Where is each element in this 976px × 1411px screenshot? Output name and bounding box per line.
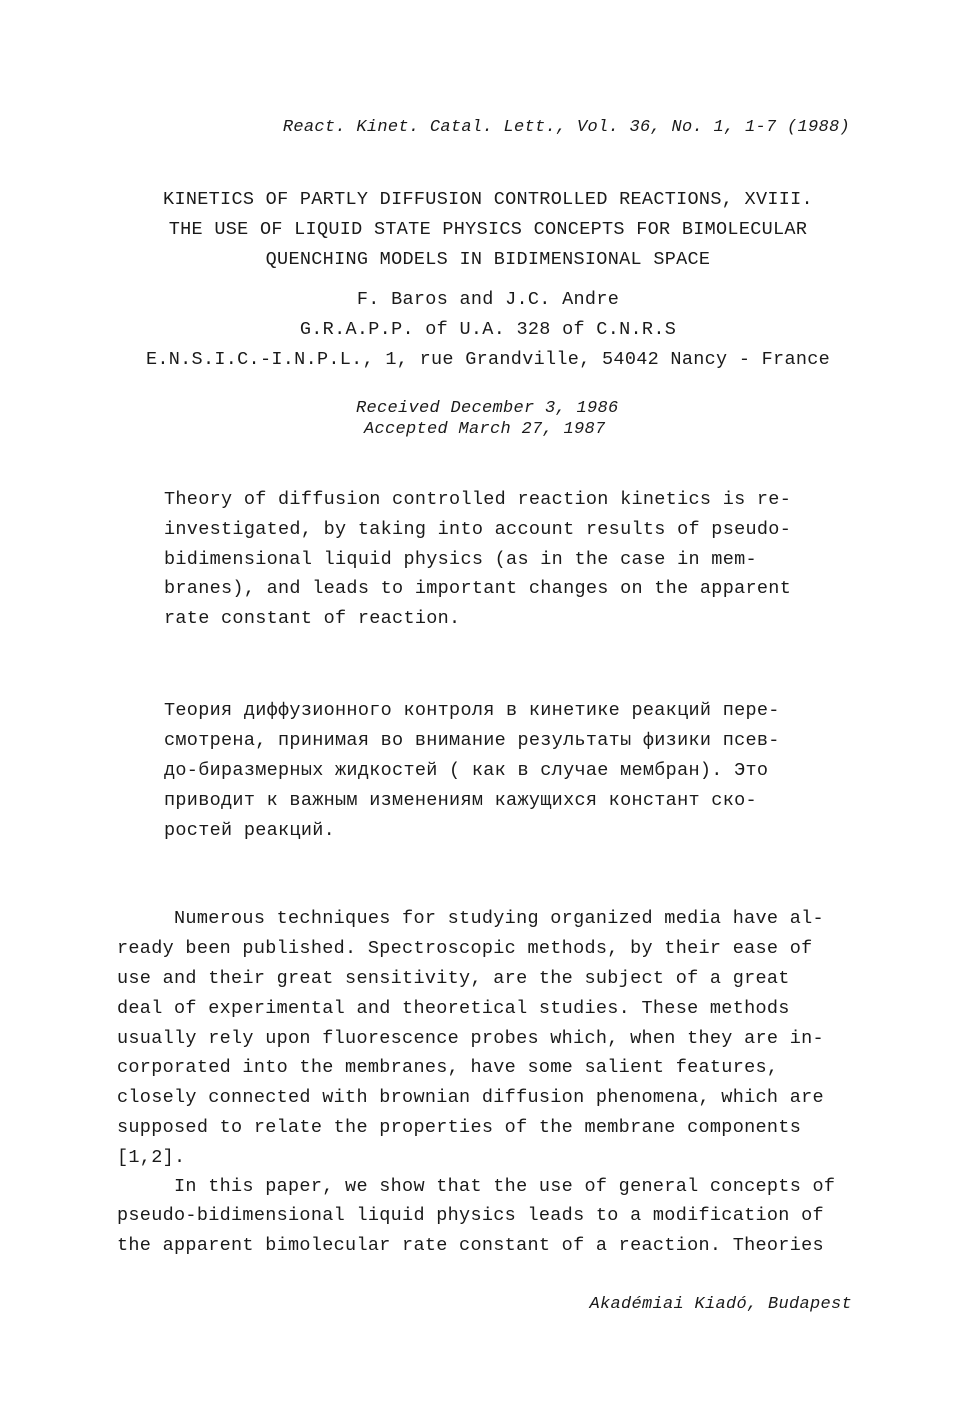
- abstract-line: rate constant of reaction.: [164, 608, 461, 629]
- abstract-line: до-биразмерных жидкостей ( как в случае мембран). Это: [164, 760, 769, 781]
- received-date: Received December 3, 1986: [356, 399, 619, 418]
- body-line: closely connected with brownian diffusion phenomena, which are: [117, 1087, 824, 1108]
- body-line: In this paper, we show that the use of general concepts of: [117, 1176, 836, 1197]
- accepted-date: Accepted March 27, 1987: [364, 420, 606, 439]
- citation-header: React. Kinet. Catal. Lett., Vol. 36, No. 1, 1-7 (1988): [282, 118, 850, 137]
- body-line: the apparent bimolecular rate constant of a reaction. Theories: [117, 1235, 824, 1256]
- abstract-line: Теория диффузионного контроля в кинетике реакций пере-: [164, 700, 780, 721]
- abstract-line: investigated, by taking into account results of pseudo-: [164, 519, 792, 540]
- abstract-line: приводит к важным изменениям кажущихся констант ско-: [164, 790, 757, 811]
- body-line: corporated into the membranes, have some salient features,: [117, 1057, 779, 1078]
- abstract-line: bidimensional liquid physics (as in the case in mem-: [164, 549, 757, 570]
- abstract-line: смотрена, принимая во внимание результаты физики псев-: [164, 730, 780, 751]
- affiliation-line: E.N.S.I.C.-I.N.P.L., 1, rue Grandville, 54042 Nancy - France: [145, 349, 831, 370]
- body-line: use and their great sensitivity, are the subject of a great: [117, 968, 790, 989]
- body-line: Numerous techniques for studying organized media have al-: [117, 908, 824, 929]
- body-line: [1,2].: [117, 1147, 186, 1168]
- abstract-line: Theory of diffusion controlled reaction kinetics is re-: [164, 489, 792, 510]
- body-line: supposed to relate the properties of the membrane components: [117, 1117, 802, 1138]
- body-line: usually rely upon fluorescence probes which, when they are in-: [117, 1028, 824, 1049]
- title-line: KINETICS OF PARTLY DIFFUSION CONTROLLED REACTIONS, XVIII.: [163, 189, 813, 210]
- affiliation-line: G.R.A.P.P. of U.A. 328 of C.N.R.S: [299, 319, 677, 340]
- body-line: deal of experimental and theoretical studies. These methods: [117, 998, 790, 1019]
- author-names: F. Baros and J.C. Andre: [356, 289, 620, 310]
- abstract-line: branes), and leads to important changes on the apparent: [164, 578, 792, 599]
- abstract-line: ростей реакций.: [164, 820, 336, 841]
- title-line: THE USE OF LIQUID STATE PHYSICS CONCEPTS FOR BIMOLECULAR: [168, 219, 808, 240]
- body-line: ready been published. Spectroscopic methods, by their ease of: [117, 938, 813, 959]
- title-line: QUENCHING MODELS IN BIDIMENSIONAL SPACE: [265, 249, 711, 270]
- publisher-footer: Akadémiai Kiadó, Budapest: [589, 1295, 852, 1314]
- body-line: pseudo-bidimensional liquid physics leads to a modification of: [117, 1205, 824, 1226]
